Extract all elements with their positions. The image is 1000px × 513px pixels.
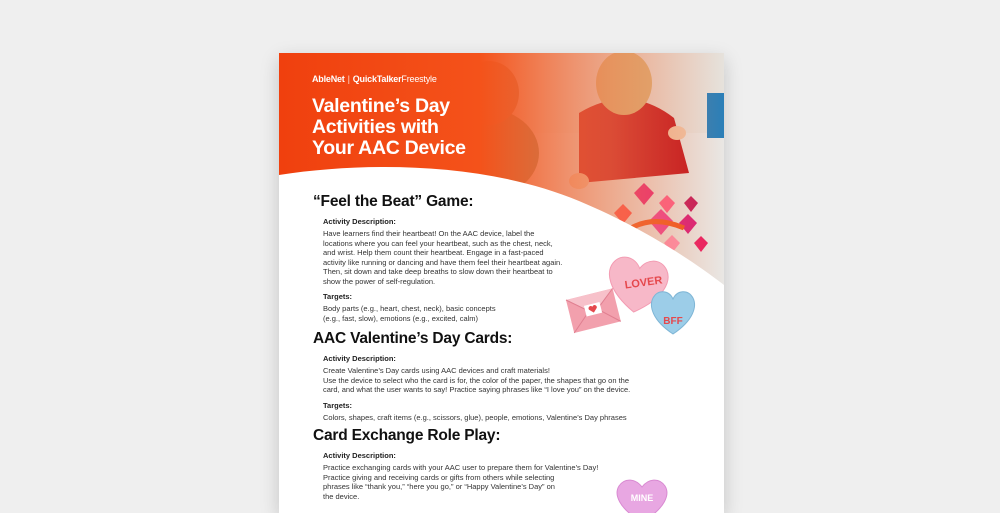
activity-label: Activity Description: <box>323 451 396 460</box>
candy-heart-lover-text: LOVER <box>623 274 664 292</box>
activity-sheet <box>279 53 724 513</box>
activity-description: Have learners find their heartbeat! On the AAC device, label the locations where you can feel your heartbeat, such as the chest, neck, and wrist. Help them count their heartbeat. Engage in a fast-paced activity like running or dancing and have them feel their heartbeat again. Then, sit down and take deep breaths to slow down their heartbeat to show the power of self-regulation. <box>323 229 563 286</box>
section-card-exchange <box>313 427 713 501</box>
candy-heart-bff-text: BFF <box>663 316 683 327</box>
brand-logo: AbleNet | QuickTalkerFreestyle <box>312 74 437 84</box>
activity-description: Practice exchanging cards with your AAC user to prepare them for Valentine’s Day! Practice giving and receiving cards or gifts from others while selecting phrases like “thank you,” “here you go,” or “Happy Valentine’s Day” on the device. <box>323 463 599 501</box>
targets-label: Targets: <box>323 400 353 410</box>
title-line: Activities with <box>312 116 439 138</box>
activity-description: Create Valentine’s Day cards using AAC devices and craft materials! Use the device to select who the card is for, the color of the paper, the shapes that go on the card, and what the user wants to say! Practice saying phrases like “I love you” on the device. <box>323 366 631 394</box>
activity-label: Activity Description: <box>323 354 396 363</box>
targets-text: Colors, shapes, craft items (e.g., scissors, glue), people, emotions, Valentine’s Day phrases <box>323 412 627 422</box>
section-valentine-cards <box>313 330 713 422</box>
targets-label: Targets: <box>323 292 353 301</box>
brand-product: QuickTalker <box>352 74 402 84</box>
targets-text: Body parts (e.g., heart, chest, neck), basic concepts (e.g., fast, slow), emotions (e.g., excited, calm) <box>323 304 496 323</box>
page-title <box>312 96 532 159</box>
title-line: Valentine’s Day <box>312 95 450 117</box>
candy-heart-mine-text: MINE <box>630 493 654 503</box>
brand-company: AbleNet <box>312 74 345 84</box>
section-heading: “Feel the Beat” Game: <box>313 193 474 210</box>
section-feel-the-beat <box>313 193 713 323</box>
activity-label: Activity Description: <box>323 217 396 226</box>
section-heading: Card Exchange Role Play: <box>313 427 501 444</box>
brand-product-suffix: Freestyle <box>401 74 437 84</box>
section-heading: AAC Valentine’s Day Cards: <box>313 330 513 347</box>
title-line: Your AAC Device <box>312 137 466 159</box>
